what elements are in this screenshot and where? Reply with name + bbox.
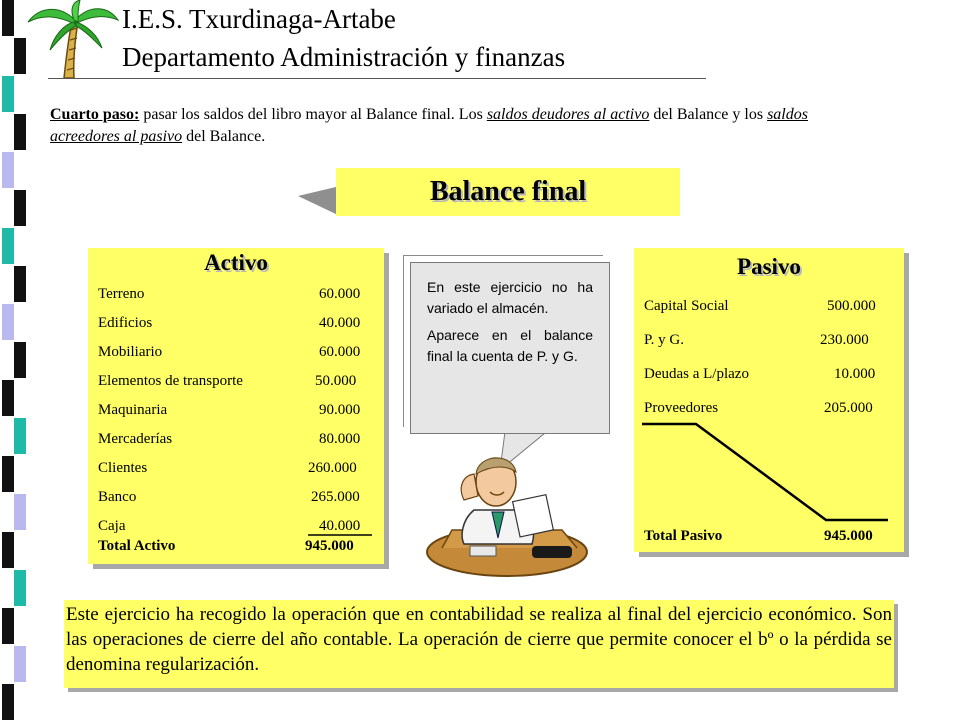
intro-step-label: Cuarto paso: bbox=[50, 106, 140, 123]
strip-block bbox=[14, 646, 26, 682]
intro-text-1: pasar los saldos del libro mayor al Balance final. Los bbox=[139, 106, 487, 123]
intro-link-debit: saldos deudores al activo bbox=[486, 106, 650, 123]
strip-block bbox=[14, 342, 26, 378]
header-department: Departamento Administración y finanzas bbox=[122, 42, 566, 72]
pasivo-total-label: Total Pasivo bbox=[644, 528, 723, 544]
speech-text-2: Aparece en el balance final la cuenta de P. y G. bbox=[427, 327, 593, 364]
speech-text-1: En este ejercicio no ha variado el almacén. bbox=[427, 279, 593, 316]
strip-block bbox=[2, 608, 14, 644]
speech-bubble bbox=[410, 262, 610, 434]
intro-link-credit: saldos acreedores al pasivo bbox=[50, 106, 808, 145]
activo-row-value: 80.000 bbox=[319, 431, 361, 447]
intro-paragraph bbox=[50, 104, 860, 148]
strip-block bbox=[14, 494, 26, 530]
strip-block bbox=[2, 152, 14, 188]
activo-row-label: Maquinaria bbox=[98, 402, 168, 418]
strip-block bbox=[14, 114, 26, 150]
activo-row-label: Mobiliario bbox=[98, 344, 163, 360]
strip-block bbox=[2, 380, 14, 416]
activo-row-value: 40.000 bbox=[319, 315, 361, 331]
activo-row-value: 40.000 bbox=[319, 518, 361, 534]
pasivo-title: Pasivo bbox=[737, 254, 801, 279]
strip-block bbox=[14, 570, 26, 606]
intro-text-3: del Balance. bbox=[182, 128, 266, 145]
strip-block bbox=[14, 266, 26, 302]
activo-row-label: Clientes bbox=[98, 460, 148, 476]
pasivo-row-value: 205.000 bbox=[824, 400, 873, 416]
strip-block bbox=[2, 228, 14, 264]
worried-man-clipart-icon bbox=[412, 440, 594, 580]
palm-tree-icon bbox=[20, 0, 120, 80]
activo-row-label: Mercaderías bbox=[98, 431, 173, 447]
footer-note-box bbox=[64, 600, 894, 688]
activo-panel bbox=[88, 248, 384, 564]
pasivo-row-value: 500.000 bbox=[827, 298, 876, 314]
activo-row-label: Terreno bbox=[98, 286, 145, 302]
activo-row-label: Banco bbox=[98, 489, 137, 505]
header-divider bbox=[48, 78, 706, 79]
pasivo-row-value: 230.000 bbox=[820, 332, 869, 348]
strip-block bbox=[2, 304, 14, 340]
footer-text: Este ejercicio ha recogido la operación que en contabilidad se realiza al final del ejercicio económico. Son las operaciones de cierre del año contable. La operación de cierre que permite conocer el bº o la pérdida se denomina regularización. bbox=[66, 604, 892, 675]
pasivo-closing-line bbox=[634, 248, 904, 552]
strip-block bbox=[14, 190, 26, 226]
strip-block bbox=[2, 684, 14, 720]
strip-block bbox=[14, 418, 26, 454]
banner-arrow-icon bbox=[296, 186, 340, 216]
banner-title-box bbox=[336, 168, 680, 216]
pasivo-row-label: Capital Social bbox=[644, 298, 729, 314]
banner-title: Balance final bbox=[429, 176, 587, 207]
activo-row-value: 265.000 bbox=[311, 489, 360, 505]
strip-block bbox=[2, 456, 14, 492]
pasivo-row-label: Proveedores bbox=[644, 400, 719, 416]
pasivo-row-label: P. y G. bbox=[644, 332, 685, 348]
activo-row-value: 60.000 bbox=[319, 344, 361, 360]
activo-total-value: 945.000 bbox=[305, 538, 354, 554]
activo-row-value: 260.000 bbox=[308, 460, 357, 476]
strip-block bbox=[2, 0, 14, 36]
activo-total-underline bbox=[88, 248, 384, 564]
activo-total-label: Total Activo bbox=[98, 538, 176, 554]
activo-title: Activo bbox=[204, 250, 268, 275]
decorative-side-strip bbox=[0, 0, 30, 720]
activo-row-label: Caja bbox=[98, 518, 126, 534]
strip-block bbox=[2, 76, 14, 112]
pasivo-row-label: Deudas a L/plazo bbox=[644, 366, 749, 382]
activo-row-label: Elementos de transporte bbox=[98, 373, 243, 389]
activo-row-value: 60.000 bbox=[319, 286, 361, 302]
intro-text-2: del Balance y los bbox=[649, 106, 768, 123]
header-school-name: I.E.S. Txurdinaga-Artabe bbox=[122, 4, 396, 34]
pasivo-row-value: 10.000 bbox=[834, 366, 876, 382]
activo-row-value: 90.000 bbox=[319, 402, 361, 418]
pasivo-total-value: 945.000 bbox=[824, 528, 873, 544]
activo-row-label: Edificios bbox=[98, 315, 153, 331]
strip-block bbox=[2, 532, 14, 568]
pasivo-panel bbox=[634, 248, 904, 552]
activo-row-value: 50.000 bbox=[315, 373, 357, 389]
